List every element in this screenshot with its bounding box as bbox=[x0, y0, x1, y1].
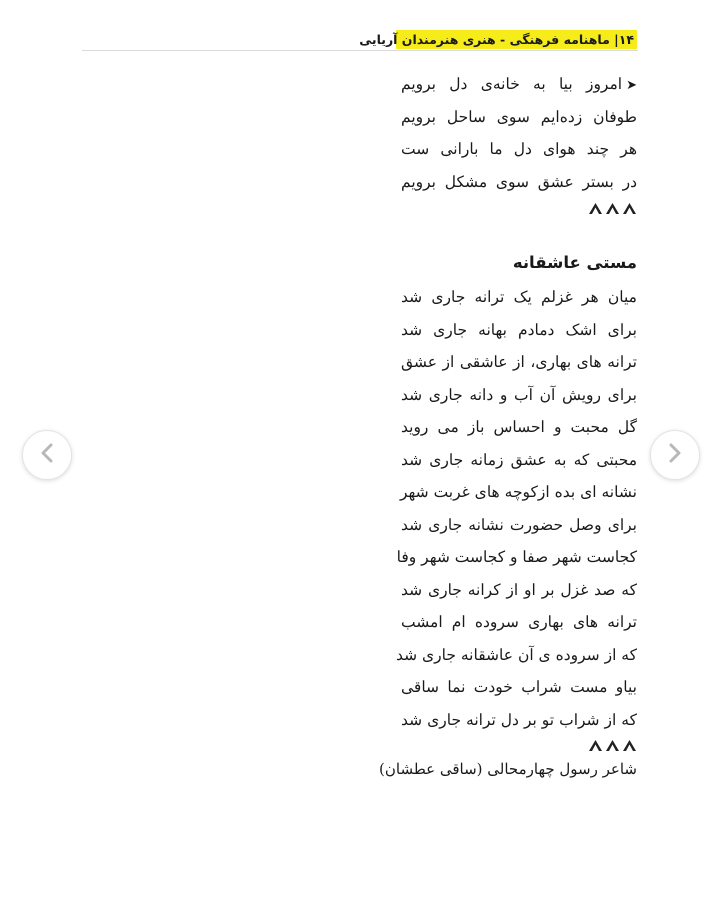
triple-arch-ornament-icon bbox=[622, 201, 637, 215]
triple-arch-ornament-icon bbox=[605, 201, 620, 215]
bullet-arrow-icon: ➤ bbox=[626, 78, 637, 93]
triple-arch-ornament-icon bbox=[622, 738, 637, 752]
next-page-button[interactable] bbox=[650, 430, 700, 480]
poem-author: شاعر رسول چهارمحالی (ساقی عطشان) bbox=[379, 760, 637, 778]
previous-page-button[interactable] bbox=[22, 430, 72, 480]
header-title: ۱۴| ماهنامه فرهنگی - هنری هنرمندان آریایی bbox=[359, 32, 634, 47]
poem-line: که از شراب تو بر دل ترانه جاری شد bbox=[401, 710, 637, 729]
poem-line: ترانه های بهاری، از عاشقی از عشق bbox=[401, 353, 637, 371]
poem-line: که صد غزل بر او از کرانه جاری شد bbox=[401, 580, 637, 599]
poem-line: برای اشک دمادم بهانه جاری شد bbox=[401, 320, 637, 339]
poem-line: محبتی که به عشق زمانه جاری شد bbox=[401, 450, 637, 469]
poem-title: مستی عاشقانه bbox=[512, 253, 637, 272]
section-ornament bbox=[588, 201, 637, 215]
section-ornament bbox=[588, 738, 637, 752]
poem-line: بیاو مست شراب خودت نما ساقی bbox=[401, 678, 637, 696]
triple-arch-ornament-icon bbox=[588, 738, 603, 752]
triple-arch-ornament-icon bbox=[605, 738, 620, 752]
ghazal-poem bbox=[395, 281, 637, 736]
poem-line: گل محبت و احساس باز می روید bbox=[401, 418, 637, 436]
poem-line: طوفان زده‌ایم سوی ساحل برویم bbox=[401, 107, 637, 126]
chevron-left-icon bbox=[38, 442, 56, 468]
poem-line: برای رویش آن آب و دانه جاری شد bbox=[401, 385, 637, 404]
poem-line: نشانه ای بده ازکوچه های غربت شهر bbox=[399, 483, 637, 501]
page-header bbox=[359, 30, 637, 49]
poem-line-text: امروز بیا به خانه‌ی دل برویم bbox=[401, 75, 623, 93]
poem-line: ترانه های بهاری سروده ام امشب bbox=[401, 613, 637, 631]
poem-line: در بستر عشق سوی مشکل برویم bbox=[401, 172, 637, 191]
poem-line: کجاست شهر صفا و کجاست شهر وفا bbox=[396, 548, 637, 566]
poem-line: برای وصل حضورت نشانه جاری شد bbox=[401, 515, 637, 534]
header-divider bbox=[82, 50, 638, 51]
poem-line: هر چند هوای دل ما بارانی ست bbox=[401, 140, 637, 158]
chevron-right-icon bbox=[666, 442, 684, 468]
triple-arch-ornament-icon bbox=[588, 201, 603, 215]
poem-line: که از سروده ی آن عاشقانه جاری شد bbox=[395, 645, 637, 664]
poem-line: میان هر غزلم یک ترانه جاری شد bbox=[401, 288, 637, 306]
poem-line bbox=[401, 68, 637, 101]
quatrain-poem bbox=[401, 68, 637, 198]
